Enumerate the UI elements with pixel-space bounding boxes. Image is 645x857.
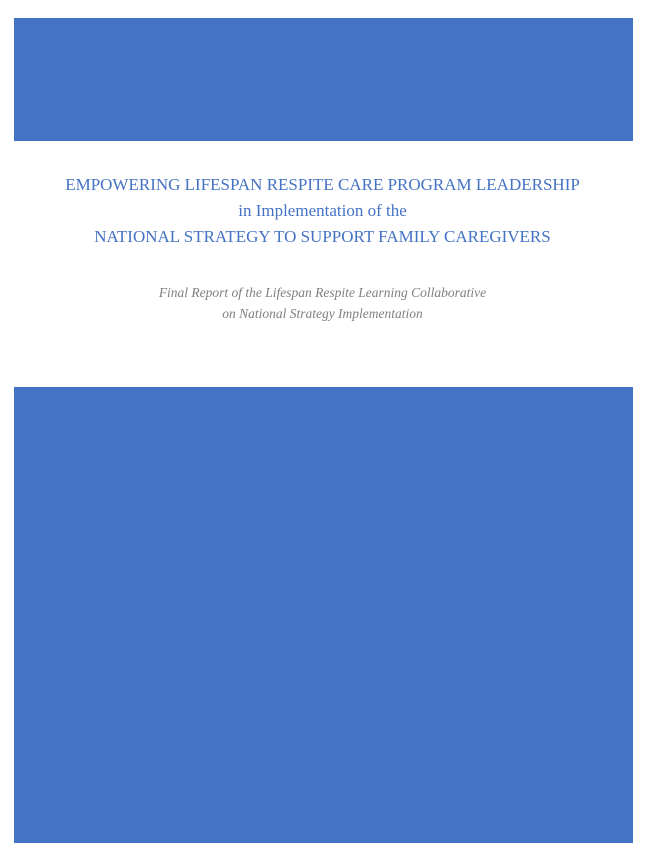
- report-subtitle: [0, 282, 645, 324]
- report-title: [0, 172, 645, 250]
- title-line-1: EMPOWERING LIFESPAN RESPITE CARE PROGRAM LEADERSHIP: [65, 175, 580, 194]
- subtitle-line-2: on National Strategy Implementation: [222, 306, 423, 321]
- bottom-color-block: [14, 387, 633, 843]
- title-line-3: NATIONAL STRATEGY TO SUPPORT FAMILY CAREGIVERS: [94, 227, 551, 246]
- subtitle-line-1: Final Report of the Lifespan Respite Learning Collaborative: [158, 285, 487, 300]
- title-line-2: in Implementation of the: [238, 201, 407, 220]
- top-color-banner: [14, 18, 633, 141]
